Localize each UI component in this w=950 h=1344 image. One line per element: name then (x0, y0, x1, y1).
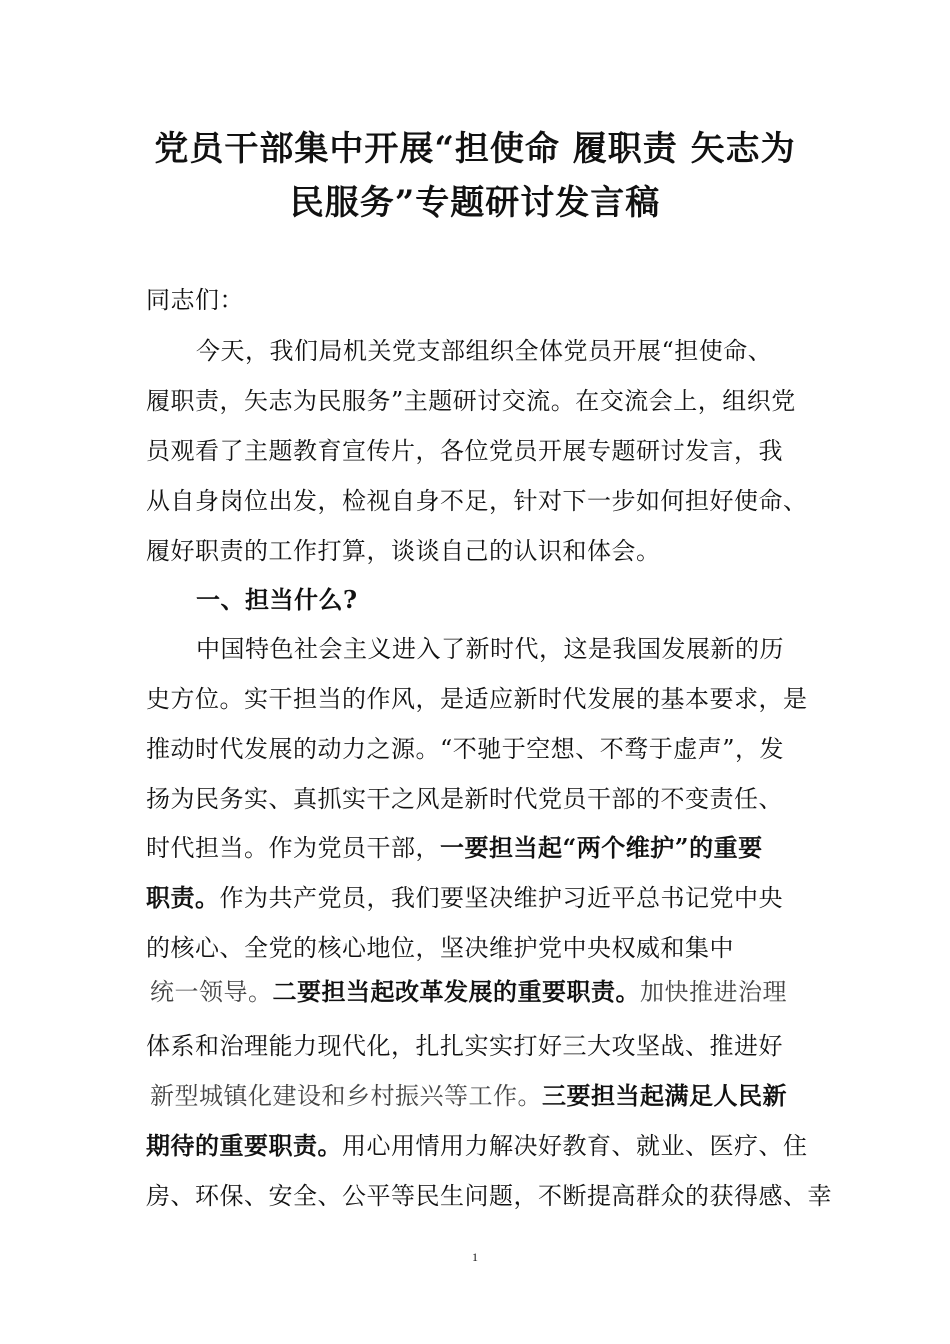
page-number: 1 (472, 1250, 478, 1264)
intro-line-4: 从自身岗位出发，检视自身不足，针对下一步如何担好使命、 (146, 487, 808, 515)
paragraph-line: 史方位。实干担当的作风，是适应新时代发展的基本要求，是 (146, 685, 808, 713)
title-line-2: 民服务”专题研讨发言稿 (289, 183, 661, 223)
paragraph-line: 推动时代发展的动力之源。“不驰于空想、不骛于虚声”，发 (146, 735, 785, 763)
paragraph-line (146, 832, 763, 864)
text-normal: 时代担当。作为党员干部， (146, 834, 440, 862)
text-normal: 新型城镇化建设和乡村振兴等工作。 (150, 1082, 542, 1110)
paragraph-line (150, 1080, 787, 1112)
text-bold: 二要担当起改革发展的重要职责。 (272, 977, 640, 1006)
document-title (120, 122, 830, 230)
paragraph-line: 房、环保、安全、公平等民生问题，不断提高群众的获得感、幸 (146, 1182, 832, 1210)
text-normal: 加快推进治理 (640, 978, 787, 1006)
intro-line-3: 员观看了主题教育宣传片，各位党员开展专题研讨发言，我 (146, 437, 783, 465)
paragraph-line (146, 1130, 808, 1162)
salutation: 同志们： (146, 286, 244, 314)
text-bold: 三要担当起满足人民新 (542, 1081, 787, 1110)
text-bold: 期待的重要职责。 (146, 1131, 342, 1160)
paragraph-line (146, 882, 783, 914)
paragraph-line (150, 976, 787, 1008)
intro-line-5: 履好职责的工作打算，谈谈自己的认识和体会。 (146, 537, 661, 565)
intro-line-2: 履职责，矢志为民服务”主题研讨交流。在交流会上，组织党 (146, 387, 796, 415)
text-normal: 统一领导。 (150, 978, 273, 1006)
intro-line-1: 今天，我们局机关党支部组织全体党员开展“担使命、 (196, 337, 773, 365)
title-line-1: 党员干部集中开展“担使命 履职责 矢志为 (154, 129, 796, 169)
text-normal: 用心用情用力解决好教育、就业、医疗、住 (342, 1132, 808, 1160)
text-bold: 职责。 (146, 883, 220, 912)
text-normal: 作为共产党员，我们要坚决维护习近平总书记党中央 (219, 884, 783, 912)
paragraph-line: 体系和治理能力现代化，扎扎实实打好三大攻坚战、推进好 (146, 1032, 783, 1060)
paragraph-line: 中国特色社会主义进入了新时代，这是我国发展新的历 (196, 635, 784, 663)
text-bold: 一要担当起“两个维护”的重要 (440, 833, 763, 862)
paragraph-line: 的核心、全党的核心地位，坚决维护党中央权威和集中 (146, 934, 734, 962)
section-heading: 一、担当什么? (196, 585, 358, 614)
paragraph-line: 扬为民务实、真抓实干之风是新时代党员干部的不变责任、 (146, 785, 783, 813)
